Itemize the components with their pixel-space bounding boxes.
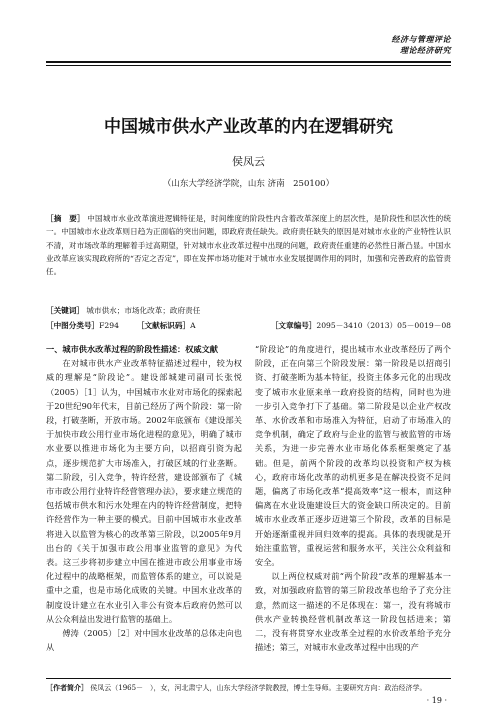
journal-header [392, 34, 452, 56]
article-title: 中国城市供水产业改革的内在逻辑研究 [104, 117, 393, 137]
keywords-text: 城市供水；市场化改革；政府责任 [86, 306, 201, 315]
keywords [46, 305, 451, 316]
journal-name: 经济与管理评论 [391, 35, 451, 44]
footnote-label: ［作者简介］ [46, 684, 88, 692]
journal-section: 理论经济研究 [400, 46, 451, 55]
abstract-label: ［摘 要］ [46, 214, 85, 223]
keywords-label: ［关键词］ [46, 306, 84, 315]
classification-line [46, 320, 451, 331]
paragraph: 以上两位权威对前“两个阶段”改革的理解基本一致，对加强政府监管的第三阶段改革也给予了充分注意，然而这一描述的不足体现在：第一，没有将城市供水产业转换经营机制改革这一阶段包括进来；第二，没有将贯穿水业改革全过程的水价改革给予充分描述；第三，对城市水业改革过程中出现的产 [255, 571, 451, 653]
clc-number: ［中图分类号］F294 [46, 321, 119, 330]
author-affiliation: （山东大学经济学院，山东 济南 250100） [162, 179, 335, 189]
document-code: ［文献标识码］A [136, 321, 196, 330]
body-column-left [46, 342, 242, 654]
author-name: 侯凤云 [232, 155, 265, 168]
footnote-rule [46, 678, 451, 679]
paragraph: 在对城市供水产业改革特征描述过程中，较为权威的理解是“阶段论”。建设部城建司副司长张悦（2005）［1］认为，中国城市水业对市场化的探索起于20世纪90年代末，目前已经历了两个阶段：第一阶段，打破垄断，开放市场。2002年底颁布《建设部关于加快市政公用行业市场化进程的意见》，明确了城市水业要以推进市场化为主要方向，以招商引资为起点，逐步规范扩大市场准入，打破区域的行业垄断。第二阶段，引入竞争，特许经营，建设部颁布了《城市市政公用行业特许经营管理办法》，要求建立规范的包括城市供水和污水处理在内的特许经营制度，把特许经营作为一种主要的模式。目前中国城市水业改革将进入以监管为核心的改革第三阶段，以2005年9月出台的《关于加强市政公用事业监管的意见》为代表。这三步将初步建立中国在推进市政公用事业市场化过程中的战略框架，而监管体系的建立，可以说是重中之重，也是市场化成败的关键。中国水业改革的制度设计建立在水业引入非公有资本后政府仍然可以从公众利益出发进行监管的基础上。 [46, 358, 242, 624]
author-footnote [46, 683, 451, 693]
abstract [46, 212, 451, 278]
paragraph: 傅涛（2005）［2］对中国水业改革的总体走向也从 [46, 628, 242, 653]
page-number: · 19 · [426, 696, 447, 705]
header-rule-thin [46, 65, 451, 66]
footnote-text: 侯凤云（1965－ ），女，河北肃宁人，山东大学经济学院教授，博士生导师。主要研究方向：政治经济学。 [90, 684, 427, 692]
article-number: ［文章编号］2095－3410（2013）05－0019－08 [270, 321, 451, 330]
section-heading: 一、城市供水改革过程的阶段性描述：权威文献 [46, 344, 218, 354]
body-column-right [255, 342, 451, 654]
header-rule-thick [46, 61, 451, 63]
abstract-text: 中国城市水业改革演进逻辑特征是，时间维度的阶段性内含着改革深度上的层次性，是阶段性和层次性的统一。中国城市水业改革则日趋为正面临的突出问题，即政府责任缺失。政府责任缺失的原因是对城市水业的产业特性认识不清，对市场改革的理解着手过高期望，针对城市水业改革过程中出现的问题，政府责任重建的必然性日渐凸显。中国水业改革应该实现政府所的“否定之否定”，即在发挥市场功能对于城市水业发展提调作用的同时，加强和完善政府的监管责任。 [46, 214, 451, 277]
paragraph: “阶段论”的角度进行，提出城市水业改革经历了两个阶段，正在向第三个阶段发展：第一阶段是以招商引资、打破垄断为基本特征，投资主体多元化的出现改变了城市水业原来单一政府投资的结构，同时也为进一步引入竞争打下了基础。第二阶段是以企业产权改革、水价改革和市场准入为特征，启动了市场准入的竞争机制，确定了政府与企业的监管与被监管的市场关系，为进一步完善水业市场化体系框架奠定了基础。但是，前两个阶段的改革均以投资和产权为核心，政府市场化改革的动机更多是在解决投资不足问题，偏离了市场化改革“提高效率”这一根本，而这种偏离在水业设施建设巨大的资金缺口所决定的。目前城市水业改革正逐步迈进第三个阶段，改革的目标是开始逐渐重视并回归效率的提高。具体的表现就是开始注重监管，重视运营和服务水平，关注公众利益和安全。 [255, 344, 451, 568]
